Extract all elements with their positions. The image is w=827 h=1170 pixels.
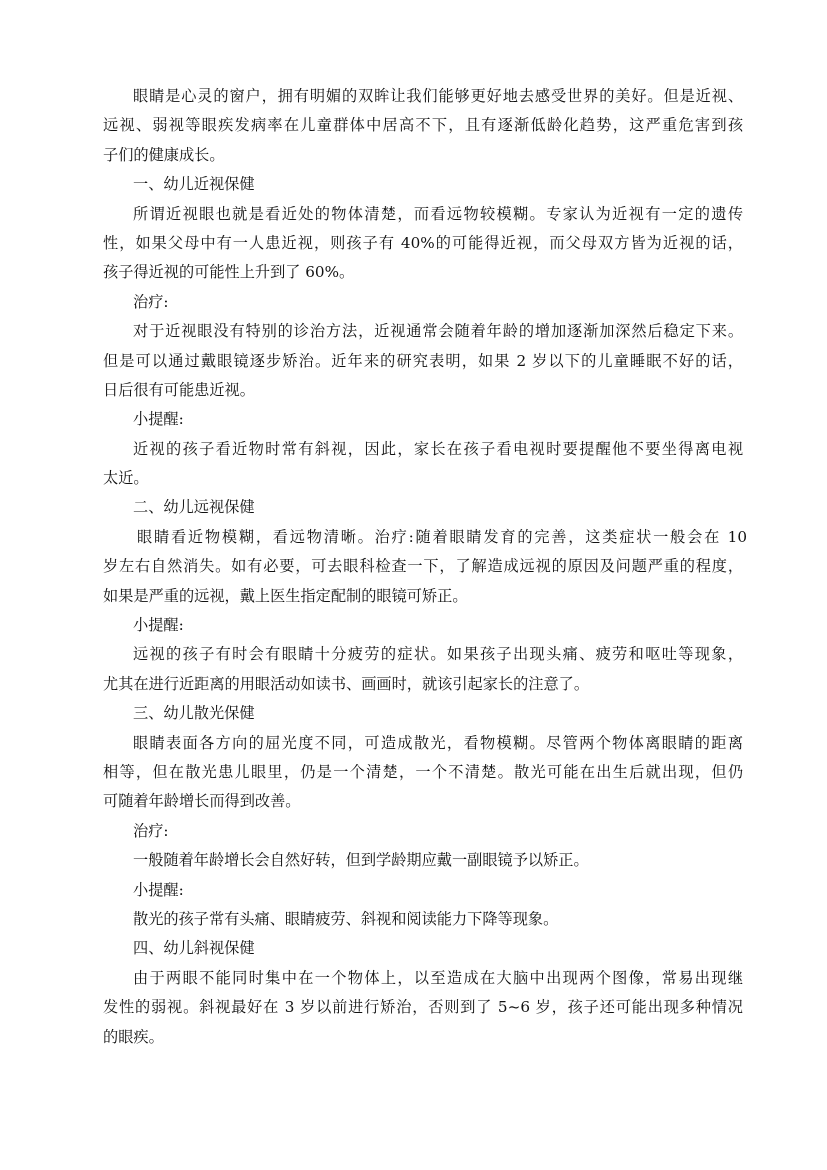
text-line: 眼睛是心灵的窗户，拥有明媚的双眸让我们能够更好地去感受世界的美好。但是近视、 [133, 87, 743, 105]
text-line: 眼睛表面各方向的屈光度不同，可造成散光，看物模糊。尽管两个物体离眼睛的距离 [133, 733, 743, 752]
text-line: 发性的弱视。斜视最好在 3 岁以前进行矫治，否则到了 5~6 岁，孩子还可能出现多种情况 [103, 998, 743, 1017]
section-heading: 二、幼儿远视保健 [133, 498, 255, 517]
text-line: 散光的孩子常有头痛、眼睛疲劳、斜视和阅读能力下降等现象。 [133, 909, 559, 928]
text-line: 由于两眼不能同时集中在一个物体上，以至造成在大脑中出现两个图像，常易出现继 [133, 968, 743, 987]
text-line: 小提醒: [133, 616, 184, 635]
text-line: 一般随着年龄增长会自然好转，但到学龄期应戴一副眼镜予以矫正。 [133, 851, 589, 870]
text-line: 的眼疾。 [103, 1027, 164, 1046]
text-line: 小提醒: [133, 410, 184, 429]
text-line: 治疗: [133, 292, 169, 311]
text-line: 性，如果父母中有一人患近视，则孩子有 40%的可能得近视，而父母双方皆为近视的话， [103, 233, 743, 252]
text-line: 太近。 [103, 469, 149, 488]
text-line: 小提醒: [133, 880, 184, 899]
text-line: 如果是严重的远视，戴上医生指定配制的眼镜可矫正。 [103, 586, 468, 605]
text-line: 尤其在进行近距离的用眼活动如读书、画画时，就该引起家长的注意了。 [103, 674, 589, 693]
text-line: 可随着年龄增长而得到改善。 [103, 792, 301, 811]
text-line: 所谓近视眼也就是看近处的物体清楚，而看远物较模糊。专家认为近视有一定的遗传 [133, 204, 743, 223]
text-line: 岁左右自然消失。如有必要，可去眼科检查一下，了解造成远视的原因及问题严重的程度， [103, 557, 743, 576]
text-line: 但是可以通过戴眼镜逐步矫治。近年来的研究表明，如果 2 岁以下的儿童睡眠不好的话， [103, 351, 743, 370]
text-line: 眼睛看近物模糊，看远物清晰。治疗:随着眼睛发育的完善，这类症状一般会在 10 [137, 527, 747, 546]
text-line: 子们的健康成长。 [103, 145, 225, 164]
document-page [103, 82, 747, 1052]
text-line: 对于近视眼没有特别的诊治方法，近视通常会随着年龄的增加逐渐加深然后稳定下来。 [133, 322, 743, 341]
text-line: 远视的孩子有时会有眼睛十分疲劳的症状。如果孩子出现头痛、疲劳和呕吐等现象， [133, 645, 743, 664]
section-heading: 三、幼儿散光保健 [133, 704, 255, 723]
text-line: 远视、弱视等眼疾发病率在儿童群体中居高不下，且有逐渐低龄化趋势，这严重危害到孩 [103, 116, 743, 135]
text-line: 日后很有可能患近视。 [103, 380, 255, 399]
section-heading: 四、幼儿斜视保健 [133, 939, 255, 958]
section-heading: 一、幼儿近视保健 [133, 175, 255, 194]
text-line: 近视的孩子看近物时常有斜视，因此，家长在孩子看电视时要提醒他不要坐得离电视 [133, 439, 743, 458]
text-line: 相等，但在散光患儿眼里，仍是一个清楚，一个不清楚。散光可能在出生后就出现，但仍 [103, 762, 743, 781]
text-line: 孩子得近视的可能性上升到了 60%。 [103, 263, 355, 282]
text-line: 治疗: [133, 821, 169, 840]
